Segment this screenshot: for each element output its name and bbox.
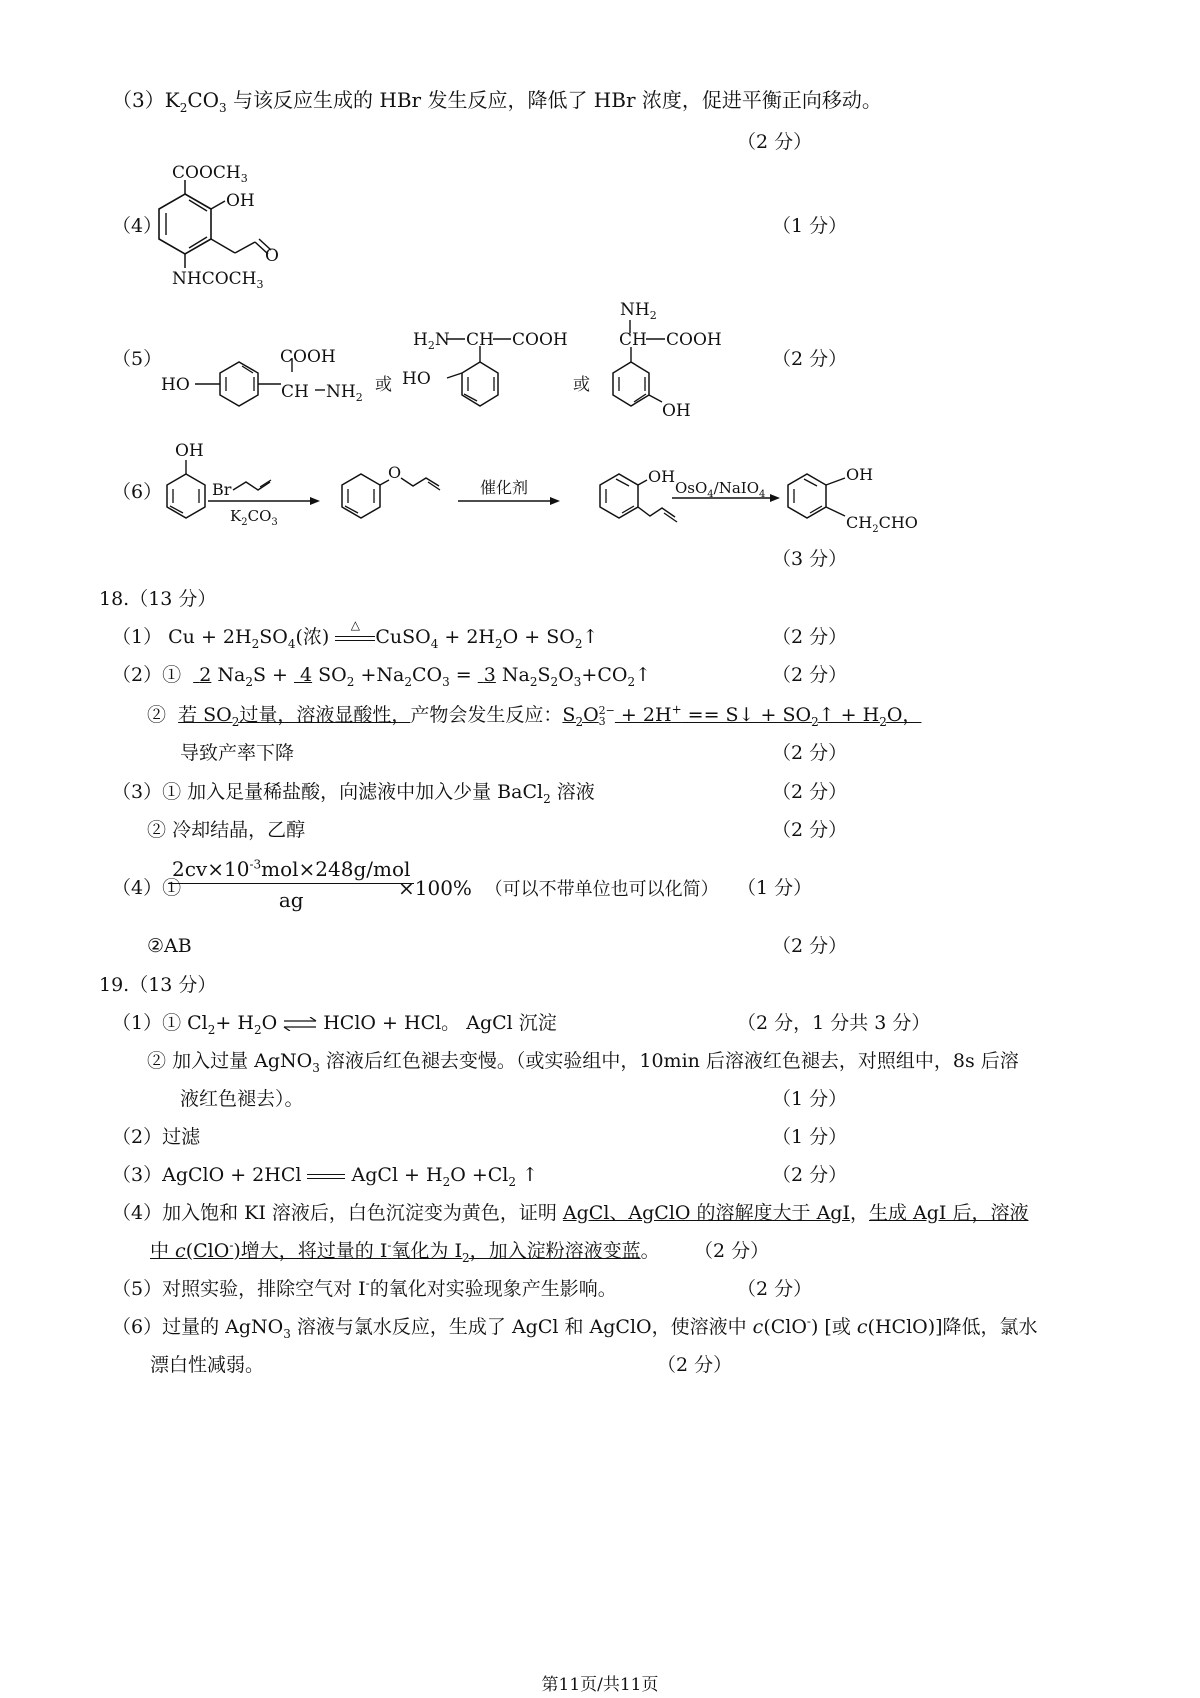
- q19-part6-score: （2 分）: [657, 1354, 733, 1376]
- q18-part3-1-score: （2 分）: [772, 781, 848, 803]
- q17-part5-c-nh2: NH: [620, 300, 650, 320]
- q19-part2: （2）过滤: [112, 1126, 201, 1148]
- q17-part5-b-n: N: [434, 330, 450, 350]
- q17-part5-b-ho: HO: [402, 369, 431, 389]
- q19-part5-score: （2 分）: [737, 1278, 813, 1300]
- q18-part2-2-score: （2 分）: [772, 742, 848, 764]
- q19-part1-1: （1）① $Cl_2+ H_2O$ HClO + HCl。 AgCl 沉淀: [112, 1012, 557, 1037]
- q18-part4-1-label: （4）①: [112, 877, 182, 899]
- q18-part2-2: ② 若 $SO_2$过量，溶液显酸性，产物会发生反应：$S_2O$ 2− 3 + 2H+ == S↓ + $SO_2↑ + H_2O$，: [147, 702, 922, 729]
- q17-part4-structure: [140, 158, 320, 298]
- svg-text:COOCH3: $COOCH_3$: [172, 163, 248, 185]
- q17-part6-ch2: CH: [846, 513, 873, 532]
- page-footer: 第11页/共11页: [541, 1675, 659, 1695]
- q17-part3-score: （2 分）: [737, 131, 813, 153]
- q17-part6-scheme: [150, 436, 950, 546]
- q18-part3-2: ② 冷却结晶，乙醇: [147, 819, 306, 841]
- q17-part5-c-ch: CH: [619, 330, 647, 350]
- q18-part1: （1） $Cu + 2H_2SO_4$(浓) △ CuSO$_4$ + $2H_2O$ + $SO_2↑$: [112, 618, 599, 651]
- q17-part3: $(3)K_2CO_3$ 与该反应生成的 HBr 发生反应，降低了 HBr 浓度，促进平衡正向移动。: [112, 88, 882, 115]
- q17-part6-label: （6）: [112, 481, 163, 503]
- q19-part1-1-score: （2 分，1 分共 3 分）: [737, 1012, 931, 1034]
- q19-part6-cont: 漂白性减弱。: [150, 1354, 265, 1376]
- q18-part4-fraction: $2cv\times 10^{-3}mol\times 248g$/mol ag: [168, 857, 414, 912]
- q17-part5-a-ho: HO: [161, 375, 190, 395]
- q17-part5-c-cooh: COOH: [666, 330, 722, 350]
- q17-part4-score: （1 分）: [772, 215, 848, 237]
- q17-part5-label: （5）: [112, 348, 163, 370]
- q17-part6-naio: /NaIO: [713, 479, 760, 497]
- q19-part6: （6）过量的 AgNO$_3$ 溶液与氯水反应，生成了 AgCl 和 AgClO，使溶液中 c(ClO-) [或 c(HClO)]降低，氯水: [112, 1314, 1038, 1341]
- q19-part4-score: （2 分）: [694, 1240, 770, 1262]
- q19-part4-cont: 中 c(ClO-)增大，将过量的 I-氧化为 $I_2$，加入淀粉溶液变蓝。: [150, 1238, 660, 1265]
- q17-part5-a-ch: CH: [281, 382, 309, 402]
- svg-text:NHCOCH3: $NHCOCH_3$: [172, 269, 264, 291]
- q17-part5-c-oh: OH: [662, 401, 691, 421]
- q17-part6-oso: OsO: [675, 479, 708, 497]
- svg-text:K2CO3: $K_2CO_3$: [230, 507, 278, 528]
- q19-part1-2-cont: 液红色褪去）。: [180, 1088, 304, 1110]
- q17-part6-k: K: [230, 507, 242, 525]
- reversible-arrow-icon: [283, 1017, 317, 1031]
- svg-text:CH2CHO: $CH_2CHO$: [846, 513, 918, 535]
- q17-part5-score: （2 分）: [772, 348, 848, 370]
- q17-part4-nhcoch3: NHCOCH: [172, 269, 257, 289]
- svg-text:NH2: $NH_2$: [326, 382, 363, 404]
- q17-part5-b-cooh: COOH: [512, 330, 568, 350]
- q18-part2-2-cont: 导致产率下降: [180, 742, 295, 764]
- q17-part5-structures: [155, 290, 755, 440]
- q17-part6-cho: CHO: [878, 513, 918, 532]
- q18-part2-1: （2）① 2 $Na_2S + 4$ $SO_2 +Na_2CO_3 = 3$ $Na_2S_2O_3+CO_2↑$: [112, 664, 652, 689]
- q19-part2-score: （1 分）: [772, 1126, 848, 1148]
- q17-part6-catalyst: 催化剂: [480, 478, 529, 497]
- q18-part3-2-score: （2 分）: [772, 819, 848, 841]
- q18-heading: 18.（13 分）: [99, 588, 217, 610]
- q17-part6-co: CO: [247, 507, 272, 525]
- q17-part6-oh1: OH: [175, 441, 204, 461]
- q17-part6-br: Br: [212, 480, 232, 499]
- q17-part6-oh3: OH: [846, 465, 874, 484]
- q18-part4-2-score: （2 分）: [772, 935, 848, 957]
- q19-part1-2: ② 加入过量 AgNO$_3$ 溶液后红色褪去变慢。（或实验组中，10min 后溶液红色褪去，对照组中，8s 后溶: [147, 1050, 1019, 1075]
- q17-part5-a-cooh: COOH: [280, 347, 336, 367]
- q18-part2-1-score: （2 分）: [772, 664, 848, 686]
- q19-part5: （5）对照实验，排除空气对 I-的氧化对实验现象产生影响。: [112, 1276, 617, 1300]
- q17-part4-cooch3: COOCH: [172, 163, 241, 183]
- q17-part4-o: O: [265, 246, 279, 266]
- q19-part3: （3）AgClO + 2HCl AgCl + $H_2O +Cl_2$ ↑: [112, 1164, 538, 1189]
- q18-part1-score: （2 分）: [772, 626, 848, 648]
- q18-part4-1-score: （1 分）: [737, 877, 813, 899]
- q17-part5-or2: 或: [573, 375, 590, 395]
- q18-part4-2: ②AB: [147, 935, 192, 957]
- q19-part1-2-score: （1 分）: [772, 1088, 848, 1110]
- q17-part5-or1: 或: [375, 375, 392, 395]
- q18-part4-1-tail: ×100% （可以不带单位也可以化简）: [398, 876, 719, 900]
- q19-part3-score: （2 分）: [772, 1164, 848, 1186]
- q17-part5-b-h: H: [413, 330, 428, 350]
- q18-part3-1: （3）① 加入足量稀盐酸，向滤液中加入少量 BaCl$_2$ 溶液: [112, 781, 595, 806]
- svg-text:OsO4/NaIO4: OsO$_4$/NaIO$_4$: [675, 479, 766, 500]
- q19-heading: 19.（13 分）: [99, 974, 217, 996]
- q17-part4-label: （4）: [112, 215, 163, 237]
- q17-part6-score: （3 分）: [772, 548, 848, 570]
- q17-part6-o: O: [388, 463, 402, 482]
- svg-text:H2N: $H_2N$: [413, 330, 450, 352]
- q19-part4: （4）加入饱和 KI 溶液后，白色沉淀变为黄色，证明 AgCl、AgClO 的溶解度大于 AgI，生成 AgI 后，溶液: [112, 1202, 1029, 1224]
- q17-part5-a-nh2: NH: [326, 382, 356, 402]
- svg-text:NH2: $NH_2$: [620, 300, 657, 322]
- q17-part5-b-ch: CH: [466, 330, 494, 350]
- q17-part4-oh: OH: [226, 191, 255, 211]
- q17-part6-oh2: OH: [648, 467, 676, 486]
